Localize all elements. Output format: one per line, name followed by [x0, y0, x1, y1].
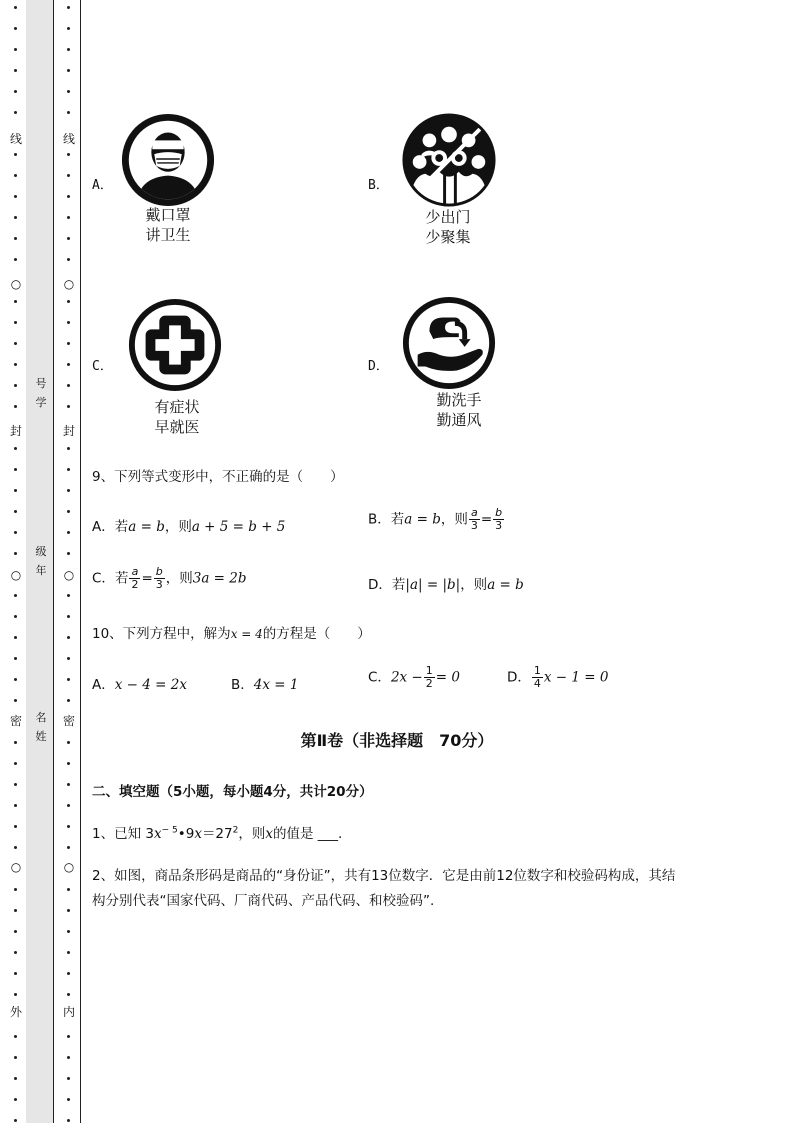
margin-dot	[67, 846, 70, 849]
margin-dot	[14, 678, 17, 681]
margin-dot	[14, 405, 17, 408]
math: a = b	[487, 577, 524, 593]
text: ，则	[165, 570, 193, 587]
margin-dot	[67, 825, 70, 828]
margin-dot	[67, 972, 70, 975]
outer-mark: ○	[10, 568, 22, 582]
question-9-stem: 9、下列等式变形中，不正确的是（ ）	[92, 469, 344, 485]
margin-dot	[14, 258, 17, 261]
margin-dot	[14, 468, 17, 471]
text: 若	[391, 577, 406, 593]
fraction: $\frac{a}{3}$	[470, 506, 478, 532]
math: a = b	[404, 511, 441, 528]
question-10-stem	[92, 622, 371, 642]
margin-dot	[67, 615, 70, 618]
margin-dot	[14, 48, 17, 51]
margin-dot	[67, 195, 70, 198]
margin-dot	[67, 447, 70, 450]
math: 3a = 2b	[192, 570, 247, 587]
margin-dot	[14, 615, 17, 618]
margin-dot	[67, 489, 70, 492]
margin-dot	[14, 27, 17, 30]
math: x − 1 = 0	[543, 669, 609, 686]
inner-mark: 线	[62, 132, 75, 146]
margin-dot	[14, 384, 17, 387]
math: 2x −	[390, 669, 423, 686]
margin-line-mid	[53, 0, 54, 1123]
margin-dot	[67, 468, 70, 471]
math: x	[153, 826, 162, 842]
student-number-label	[34, 374, 48, 412]
margin-dot	[14, 552, 17, 555]
caption-line: 早就医	[154, 418, 200, 436]
text: 若	[390, 511, 405, 528]
margin-dot	[14, 951, 17, 954]
margin-dot	[14, 342, 17, 345]
math: x − 4 = 2x	[114, 677, 187, 693]
margin-dot	[14, 6, 17, 9]
option-b-caption	[388, 207, 508, 247]
margin-dot	[14, 153, 17, 156]
margin-dot	[14, 636, 17, 639]
binding-label-char: 姓	[35, 730, 47, 743]
margin-dot	[14, 993, 17, 996]
text: 若	[114, 570, 129, 587]
no-crowd-icon	[400, 111, 498, 209]
binding-label-char: 年	[35, 564, 47, 577]
margin-dot	[14, 594, 17, 597]
margin-dot	[67, 153, 70, 156]
margin-dot	[14, 300, 17, 303]
caption-line: 有症状	[154, 398, 200, 416]
option-letter: A．	[92, 677, 115, 693]
hand-wash-icon	[400, 294, 498, 392]
option-c-letter: C．	[92, 359, 113, 374]
margin-dot	[67, 1056, 70, 1059]
question-9-option-b	[368, 507, 505, 532]
caption-line: 讲卫生	[145, 226, 191, 244]
margin-dot	[14, 216, 17, 219]
math: a + 5 = b + 5	[191, 519, 286, 535]
text: 1、已知 3	[92, 826, 154, 842]
margin-dot	[14, 804, 17, 807]
caption-line: 少聚集	[425, 228, 471, 246]
fill-question-1	[92, 822, 342, 842]
math: a = b	[128, 519, 165, 535]
option-letter: D．	[368, 577, 392, 593]
margin-dot	[67, 384, 70, 387]
margin-dot	[67, 237, 70, 240]
margin-dot	[14, 909, 17, 912]
exponent: − 5	[161, 825, 178, 836]
binding-label-char: 级	[35, 545, 47, 558]
inner-mark: 封	[62, 424, 75, 438]
outer-mark: 密	[9, 714, 22, 728]
binding-label-char: 学	[35, 396, 47, 409]
text: 的方程是（ ）	[262, 626, 371, 642]
inner-mark: 内	[62, 1005, 75, 1019]
outer-mark: 线	[9, 132, 22, 146]
margin-dot	[67, 1035, 70, 1038]
caption-line: 勤通风	[436, 411, 482, 429]
question-10-option-d	[507, 665, 609, 690]
margin-dot	[67, 258, 70, 261]
text: ，则	[164, 519, 192, 535]
fraction: $\frac{a}{2}$	[131, 565, 139, 591]
medical-cross-icon	[126, 296, 224, 394]
math: |a| = |b|	[405, 577, 461, 593]
margin-dot	[67, 657, 70, 660]
option-a-caption	[108, 205, 228, 245]
option-letter: C．	[92, 570, 115, 587]
option-a-letter: A．	[92, 178, 113, 193]
margin-dot	[14, 1077, 17, 1080]
margin-dot	[67, 762, 70, 765]
math: x = 4	[230, 627, 263, 641]
margin-dot	[14, 174, 17, 177]
margin-dot	[67, 951, 70, 954]
math: x	[194, 826, 202, 842]
margin-dot	[14, 69, 17, 72]
outer-mark: ○	[10, 860, 22, 874]
fraction: $\frac{1}{4}$	[533, 664, 541, 690]
caption-line: 戴口罩	[145, 206, 191, 224]
option-letter: B．	[368, 511, 391, 528]
inner-dotted-column	[62, 0, 76, 1123]
fill-in-heading: 二、填空题（5小题，每小题4分，共计20分）	[92, 784, 373, 800]
option-d-letter: D．	[368, 359, 389, 374]
margin-dot	[67, 678, 70, 681]
fill-question-2-line1: 2、如图，商品条形码是商品的“身份证”，共有13位数字．它是由前12位数字和校验码构成，其结	[92, 868, 676, 884]
text: 若	[114, 519, 129, 535]
grade-label	[34, 542, 48, 580]
margin-dot	[67, 1077, 70, 1080]
margin-dot	[67, 216, 70, 219]
margin-dot	[67, 6, 70, 9]
margin-dot	[14, 888, 17, 891]
fill-question-2-line2: 构分别代表“国家代码、厂商代码、产品代码、和校验码”.	[92, 893, 435, 909]
inner-mark: ○	[63, 568, 75, 582]
margin-dot	[14, 825, 17, 828]
caption-line: 少出门	[425, 208, 471, 226]
margin-dot	[67, 993, 70, 996]
margin-dot	[14, 195, 17, 198]
margin-dot	[14, 930, 17, 933]
margin-dot	[67, 552, 70, 555]
margin-dot	[67, 69, 70, 72]
text: ＝27	[201, 826, 233, 842]
exponent: 2	[232, 825, 239, 836]
inner-mark: ○	[63, 860, 75, 874]
question-10-option-a	[92, 673, 187, 693]
margin-line-right	[80, 0, 81, 1123]
margin-dot	[67, 342, 70, 345]
text: 的值是 ___.	[272, 826, 343, 842]
binding-label-char: 名	[35, 711, 47, 724]
margin-dot	[67, 699, 70, 702]
equals: =	[480, 511, 493, 528]
margin-dot	[67, 888, 70, 891]
margin-dot	[14, 489, 17, 492]
outer-dotted-column	[9, 0, 23, 1123]
math: x	[265, 826, 273, 842]
margin-dot	[14, 762, 17, 765]
margin-dot	[14, 90, 17, 93]
margin-dot	[67, 90, 70, 93]
margin-dot	[67, 321, 70, 324]
margin-dot	[14, 846, 17, 849]
margin-dot	[67, 804, 70, 807]
margin-dot	[67, 48, 70, 51]
question-10-option-c	[368, 665, 460, 690]
math: 4x = 1	[253, 677, 299, 693]
section-title: 第Ⅱ卷（非选择题 70分）	[300, 731, 494, 750]
margin-dot	[14, 111, 17, 114]
margin-dot	[14, 783, 17, 786]
margin-dot	[67, 405, 70, 408]
margin-dot	[14, 972, 17, 975]
margin-dot	[14, 531, 17, 534]
margin-dot	[14, 1119, 17, 1122]
math: = 0	[435, 669, 460, 686]
outer-mark: 外	[9, 1005, 22, 1019]
margin-dot	[67, 594, 70, 597]
margin-dot	[67, 363, 70, 366]
margin-dot	[67, 783, 70, 786]
margin-dot	[14, 657, 17, 660]
margin-dot	[14, 363, 17, 366]
margin-dot	[67, 1098, 70, 1101]
equals: =	[141, 570, 153, 587]
margin-dot	[67, 531, 70, 534]
text: ，则	[460, 577, 488, 593]
caption-line: 勤洗手	[436, 391, 482, 409]
fraction: $\frac{b}{3}$	[155, 565, 163, 591]
binding-label-char: 号	[35, 377, 47, 390]
text: 10、下列方程中，解为	[92, 626, 231, 642]
margin-dot	[14, 447, 17, 450]
margin-dot	[67, 909, 70, 912]
margin-dot	[67, 300, 70, 303]
option-d-caption	[399, 390, 519, 430]
question-9-option-d	[368, 573, 524, 593]
option-letter: D．	[507, 669, 531, 686]
margin-dot	[14, 237, 17, 240]
fraction: $\frac{b}{3}$	[495, 506, 503, 532]
outer-mark: ○	[10, 277, 22, 291]
margin-dot	[67, 174, 70, 177]
margin-dot	[67, 27, 70, 30]
question-9-option-a	[92, 515, 285, 535]
margin-dot	[67, 930, 70, 933]
margin-dot	[67, 510, 70, 513]
inner-mark: ○	[63, 277, 75, 291]
margin-dot	[67, 636, 70, 639]
question-9-option-c	[92, 566, 247, 591]
text: ，则	[238, 826, 266, 842]
margin-dot	[14, 1056, 17, 1059]
text: ，则	[440, 511, 468, 528]
margin-dot	[14, 699, 17, 702]
text: •9	[177, 826, 195, 842]
margin-dot	[14, 1098, 17, 1101]
margin-dot	[67, 111, 70, 114]
margin-dot	[14, 321, 17, 324]
option-c-caption	[117, 397, 237, 437]
inner-mark: 密	[62, 714, 75, 728]
margin-dot	[14, 1035, 17, 1038]
option-b-letter: B．	[368, 178, 389, 193]
margin-dot	[14, 510, 17, 513]
fraction: $\frac{1}{2}$	[425, 664, 433, 690]
margin-dot	[67, 1119, 70, 1122]
mask-icon	[119, 111, 217, 209]
outer-mark: 封	[9, 424, 22, 438]
question-10-option-b	[231, 673, 298, 693]
option-letter: C．	[368, 669, 391, 686]
option-letter: B．	[231, 677, 254, 693]
option-letter: A．	[92, 519, 115, 535]
